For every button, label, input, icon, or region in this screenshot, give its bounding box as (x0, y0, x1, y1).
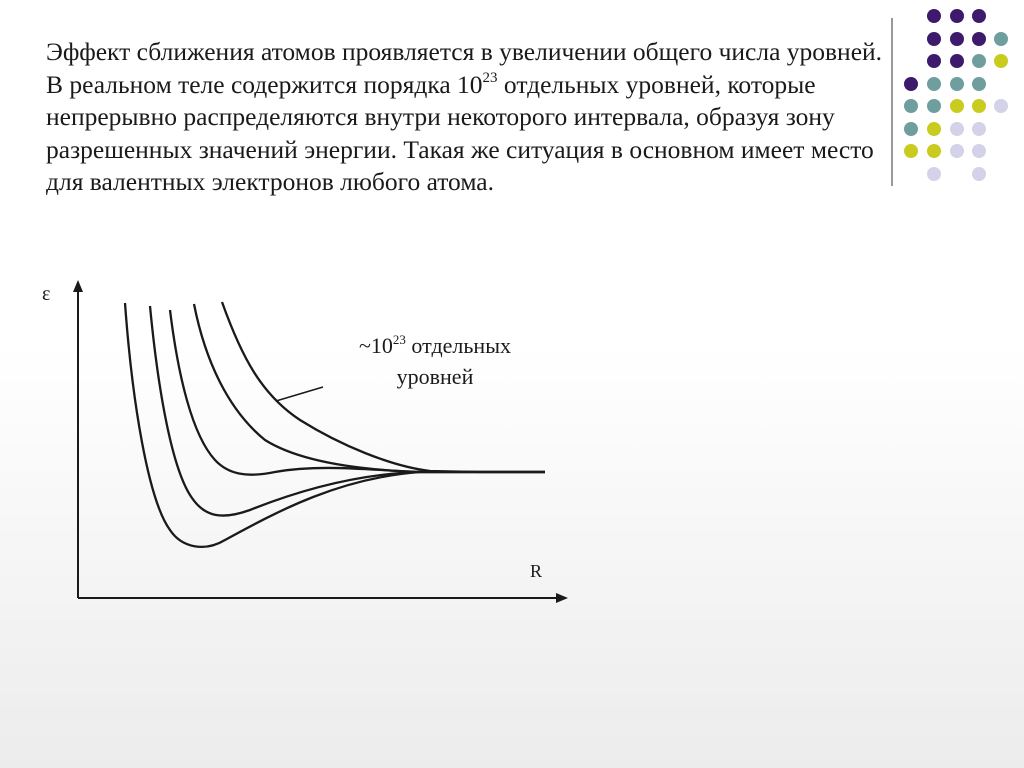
callout-pointer-line (276, 387, 323, 401)
paragraph-text-part1: Эффект сближения атомов проявляется в увеличении общего числа уровней. В реальном теле содержится порядка 10 (46, 37, 883, 99)
y-axis-label: ε (42, 283, 51, 305)
callout-label (330, 330, 540, 392)
callout-prefix: ~10 (359, 333, 393, 358)
callout-line-1 (330, 330, 540, 361)
paragraph-text-part2: отдельных уровней, которые непрерывно распределяются внутри некоторого интервала, образуя зону разрешенных значений энергии. Такая же ситуация в основном имеет место для валентных электронов любого атома. (46, 69, 874, 196)
callout-exponent: 23 (392, 332, 406, 347)
callout-line-2: уровней (396, 364, 474, 389)
paragraph-exponent: 23 (482, 69, 498, 86)
callout-line-1-rest: отдельных (405, 333, 511, 358)
x-axis-label: R (530, 561, 543, 581)
